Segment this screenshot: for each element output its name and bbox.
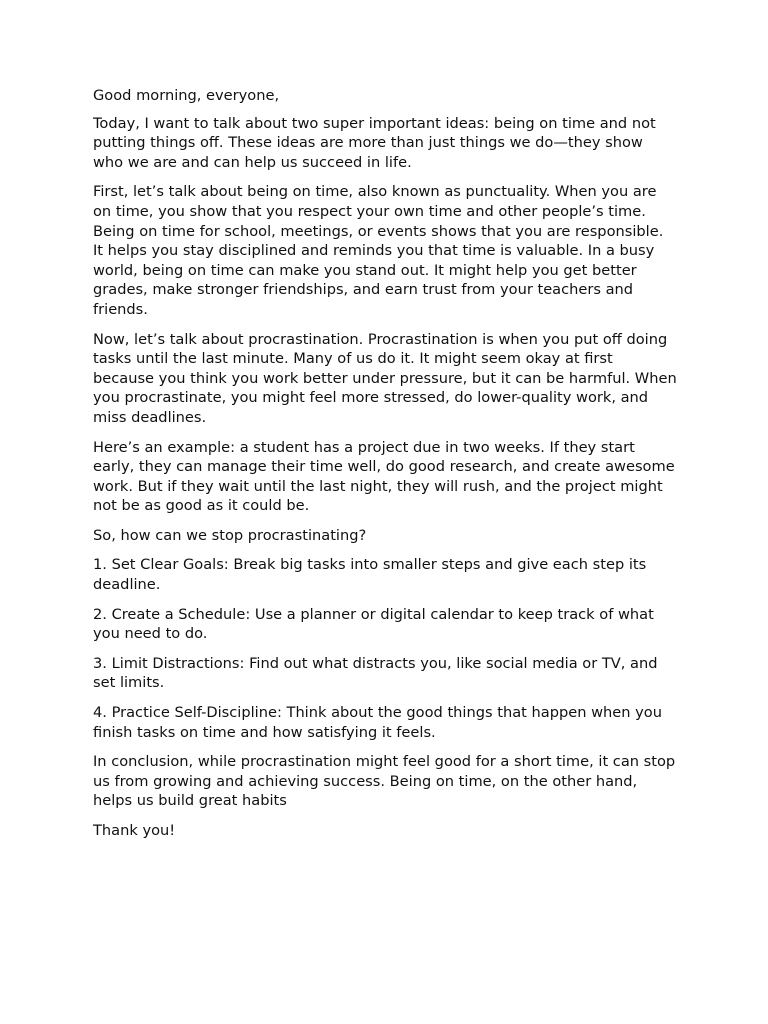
tip-item: 4. Practice Self-Discipline: Think about the good things that happen when you finish tasks on time and how satisfying it feels. bbox=[93, 704, 662, 741]
paragraph-conclusion: In conclusion, while procrastination might feel good for a short time, it can stop us from growing and achieving success. Being on time, on the other hand, helps us build great habits bbox=[93, 753, 676, 810]
paragraph-question: So, how can we stop procrastinating? bbox=[93, 526, 367, 544]
tip-item: 2. Create a Schedule: Use a planner or digital calendar to keep track of what you need to do. bbox=[93, 605, 654, 643]
speech-text bbox=[93, 86, 677, 851]
closing-line: Thank you! bbox=[93, 822, 176, 839]
paragraph-example: Here’s an example: a student has a project due in two weeks. If they start early, they can manage their time well, do good research, and create awesome work. But if they wait until the last night, they will rush, and the project might not be as good as it could be. bbox=[93, 438, 675, 515]
paragraph-punctuality: First, let’s talk about being on time, also known as punctuality. When you are on time, you show that you respect your own time and other people’s time. Being on time for school, meetings, or events shows that you are responsible. It helps you stay disciplined and reminds you that time is valuable. In a busy world, being on time can make you stand out. It might help you get better grades, make stronger friendships, and earn trust from your teachers and friends. bbox=[93, 183, 664, 318]
greeting: Good morning, everyone, bbox=[93, 87, 280, 104]
paragraph-procrastination: Now, let’s talk about procrastination. Procrastination is when you put off doing tasks until the last minute. Many of us do it. It might seem okay at first because you think you work better under pressure, but it can be harmful. When you procrastinate, you might feel more stressed, do lower-quality work, and miss deadlines. bbox=[93, 330, 677, 426]
paragraph-intro: Today, I want to talk about two super important ideas: being on time and not putting things off. These ideas are more than just things we do—they show who we are and can help us succeed in life. bbox=[93, 114, 656, 171]
tip-item: 3. Limit Distractions: Find out what distracts you, like social media or TV, and set limits. bbox=[93, 654, 658, 692]
tip-item: 1. Set Clear Goals: Break big tasks into smaller steps and give each step its deadline. bbox=[93, 556, 647, 594]
